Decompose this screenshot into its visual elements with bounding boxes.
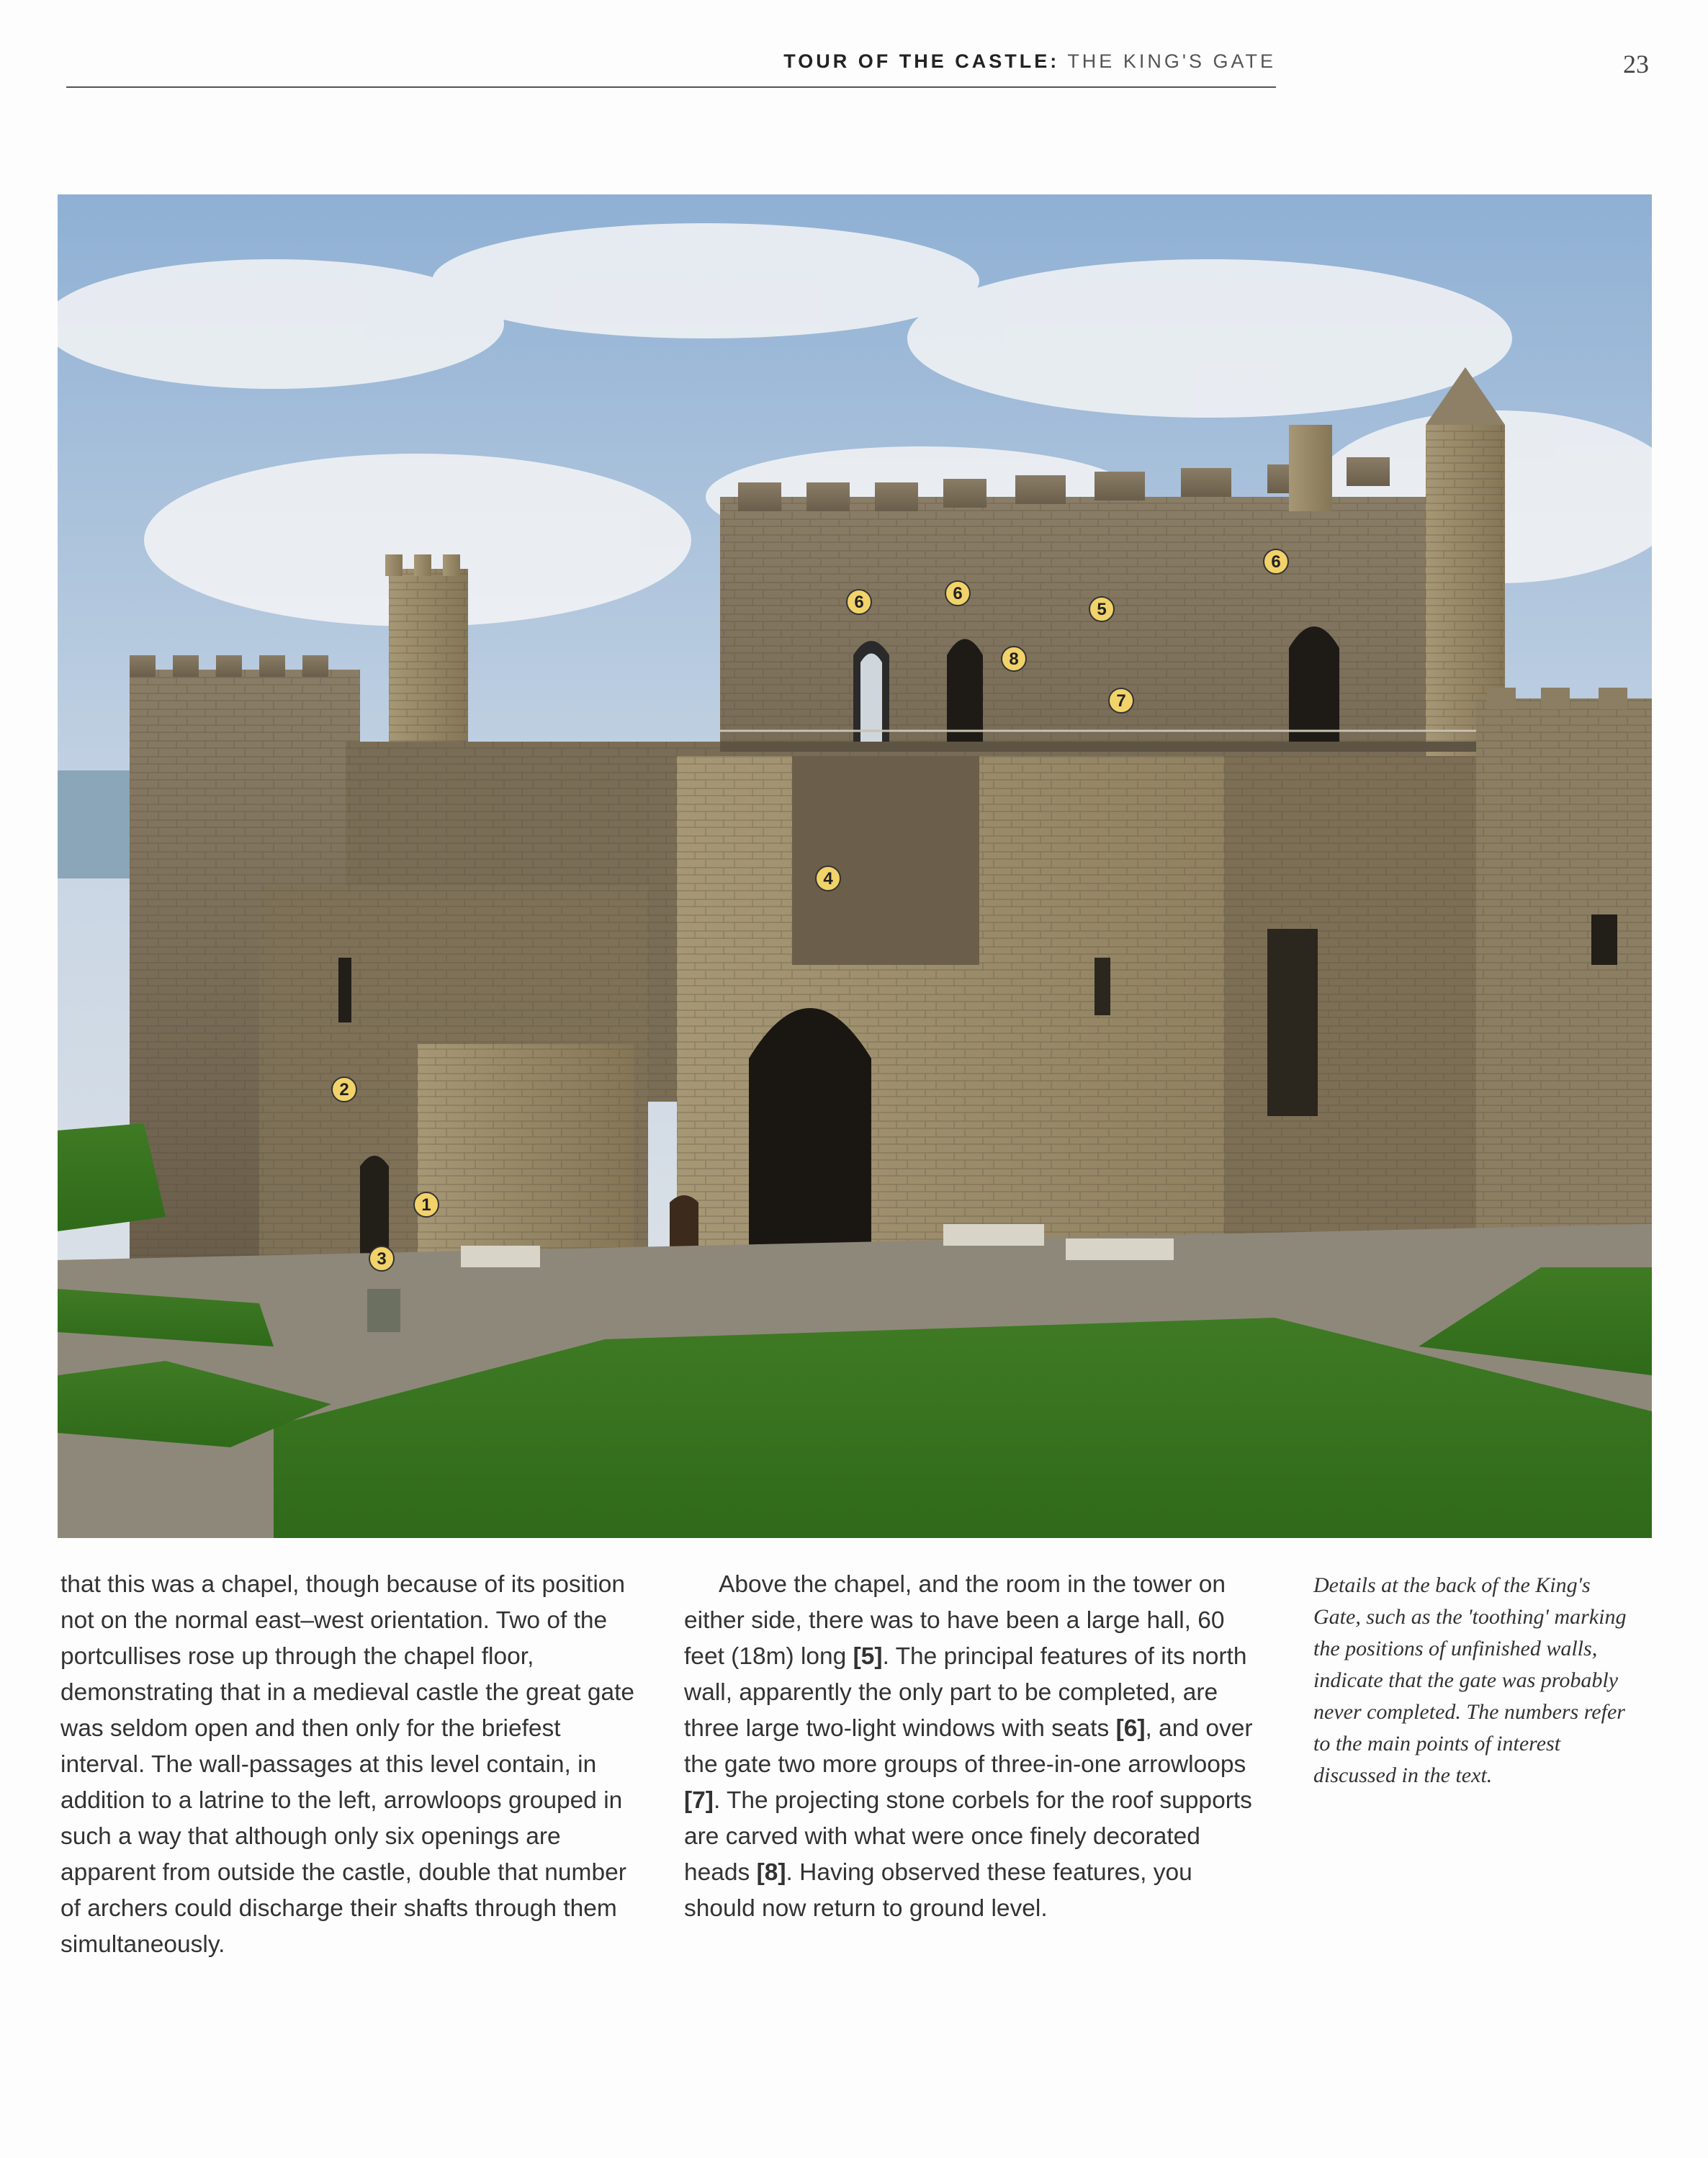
middle-text-1: Above the chapel, and the room in the tower on either side, there was to have been a large hall, 60 feet (18m) long [684,1571,1226,1670]
text-column-middle [684,1567,1260,1927]
middle-text-4: . The projecting stone corbels for the roof supports are carved with what were once finely decorated heads [684,1787,1252,1886]
castle-illustration [58,194,1652,1538]
page-number: 23 [1623,50,1649,78]
marker-3[interactable] [369,1246,394,1271]
header-title [783,50,1276,73]
ref-8: [8] [756,1859,786,1886]
header-section: TOUR OF THE CASTLE: [783,50,1060,72]
marker-8[interactable] [1002,647,1026,671]
marker-3-label: 3 [377,1249,387,1269]
middle-text-5: . Having observed these features, you should now return to ground level. [684,1859,1192,1922]
marker-6b[interactable] [945,581,970,606]
header-subsection: THE KING'S GATE [1067,50,1276,72]
ref-7: [7] [684,1787,714,1814]
marker-7[interactable] [1109,688,1133,713]
marker-6b-label: 6 [953,584,963,603]
caption-text: Details at the back of the King's Gate, such as the 'toothing' marking the positions of unfinished walls, indicate that the gate was probably never completed. The numbers refer to the main points of interest discussed in the text. [1313,1573,1627,1787]
marker-6c[interactable] [1264,549,1288,574]
running-header [66,48,1276,88]
marker-4-label: 4 [823,869,833,889]
text-column-left [60,1567,651,1963]
marker-1[interactable] [414,1192,439,1217]
castle-photo [58,194,1652,1538]
marker-6a-label: 6 [854,593,864,612]
ref-5: [5] [853,1643,883,1670]
left-paragraph: that this was a chapel, though because of its position not on the normal east–west orientation. Two of the portcullises rose up through the chapel floor, demonstrating that in a medieval castle the great gate was seldom open and then only for the briefest interval. The wall-passages at this level contain, in addition to a latrine to the left, arrowloops grouped in such a way that although only six openings are apparent from outside the castle, double that number of archers could discharge their shafts through them simultaneously. [60,1571,635,1958]
marker-6c-label: 6 [1271,552,1281,572]
middle-text-3: , and over the gate two more groups of three-in-one arrowloops [684,1715,1253,1778]
ref-6: [6] [1115,1715,1146,1742]
marker-4[interactable] [816,866,840,891]
middle-text-2: . The principal features of its north wall, apparently the only part to be completed, are three large two-light windows with seats [684,1643,1247,1742]
marker-8-label: 8 [1009,649,1019,669]
photo-caption [1313,1570,1637,1791]
marker-5[interactable] [1089,597,1114,621]
gate-arch [749,1008,871,1267]
marker-5-label: 5 [1097,600,1107,619]
marker-7-label: 7 [1116,691,1126,711]
marker-2-label: 2 [339,1080,349,1100]
marker-2[interactable] [332,1077,356,1102]
marker-1-label: 1 [421,1195,431,1215]
marker-6a[interactable] [847,590,871,614]
middle-paragraph [684,1567,1260,1927]
